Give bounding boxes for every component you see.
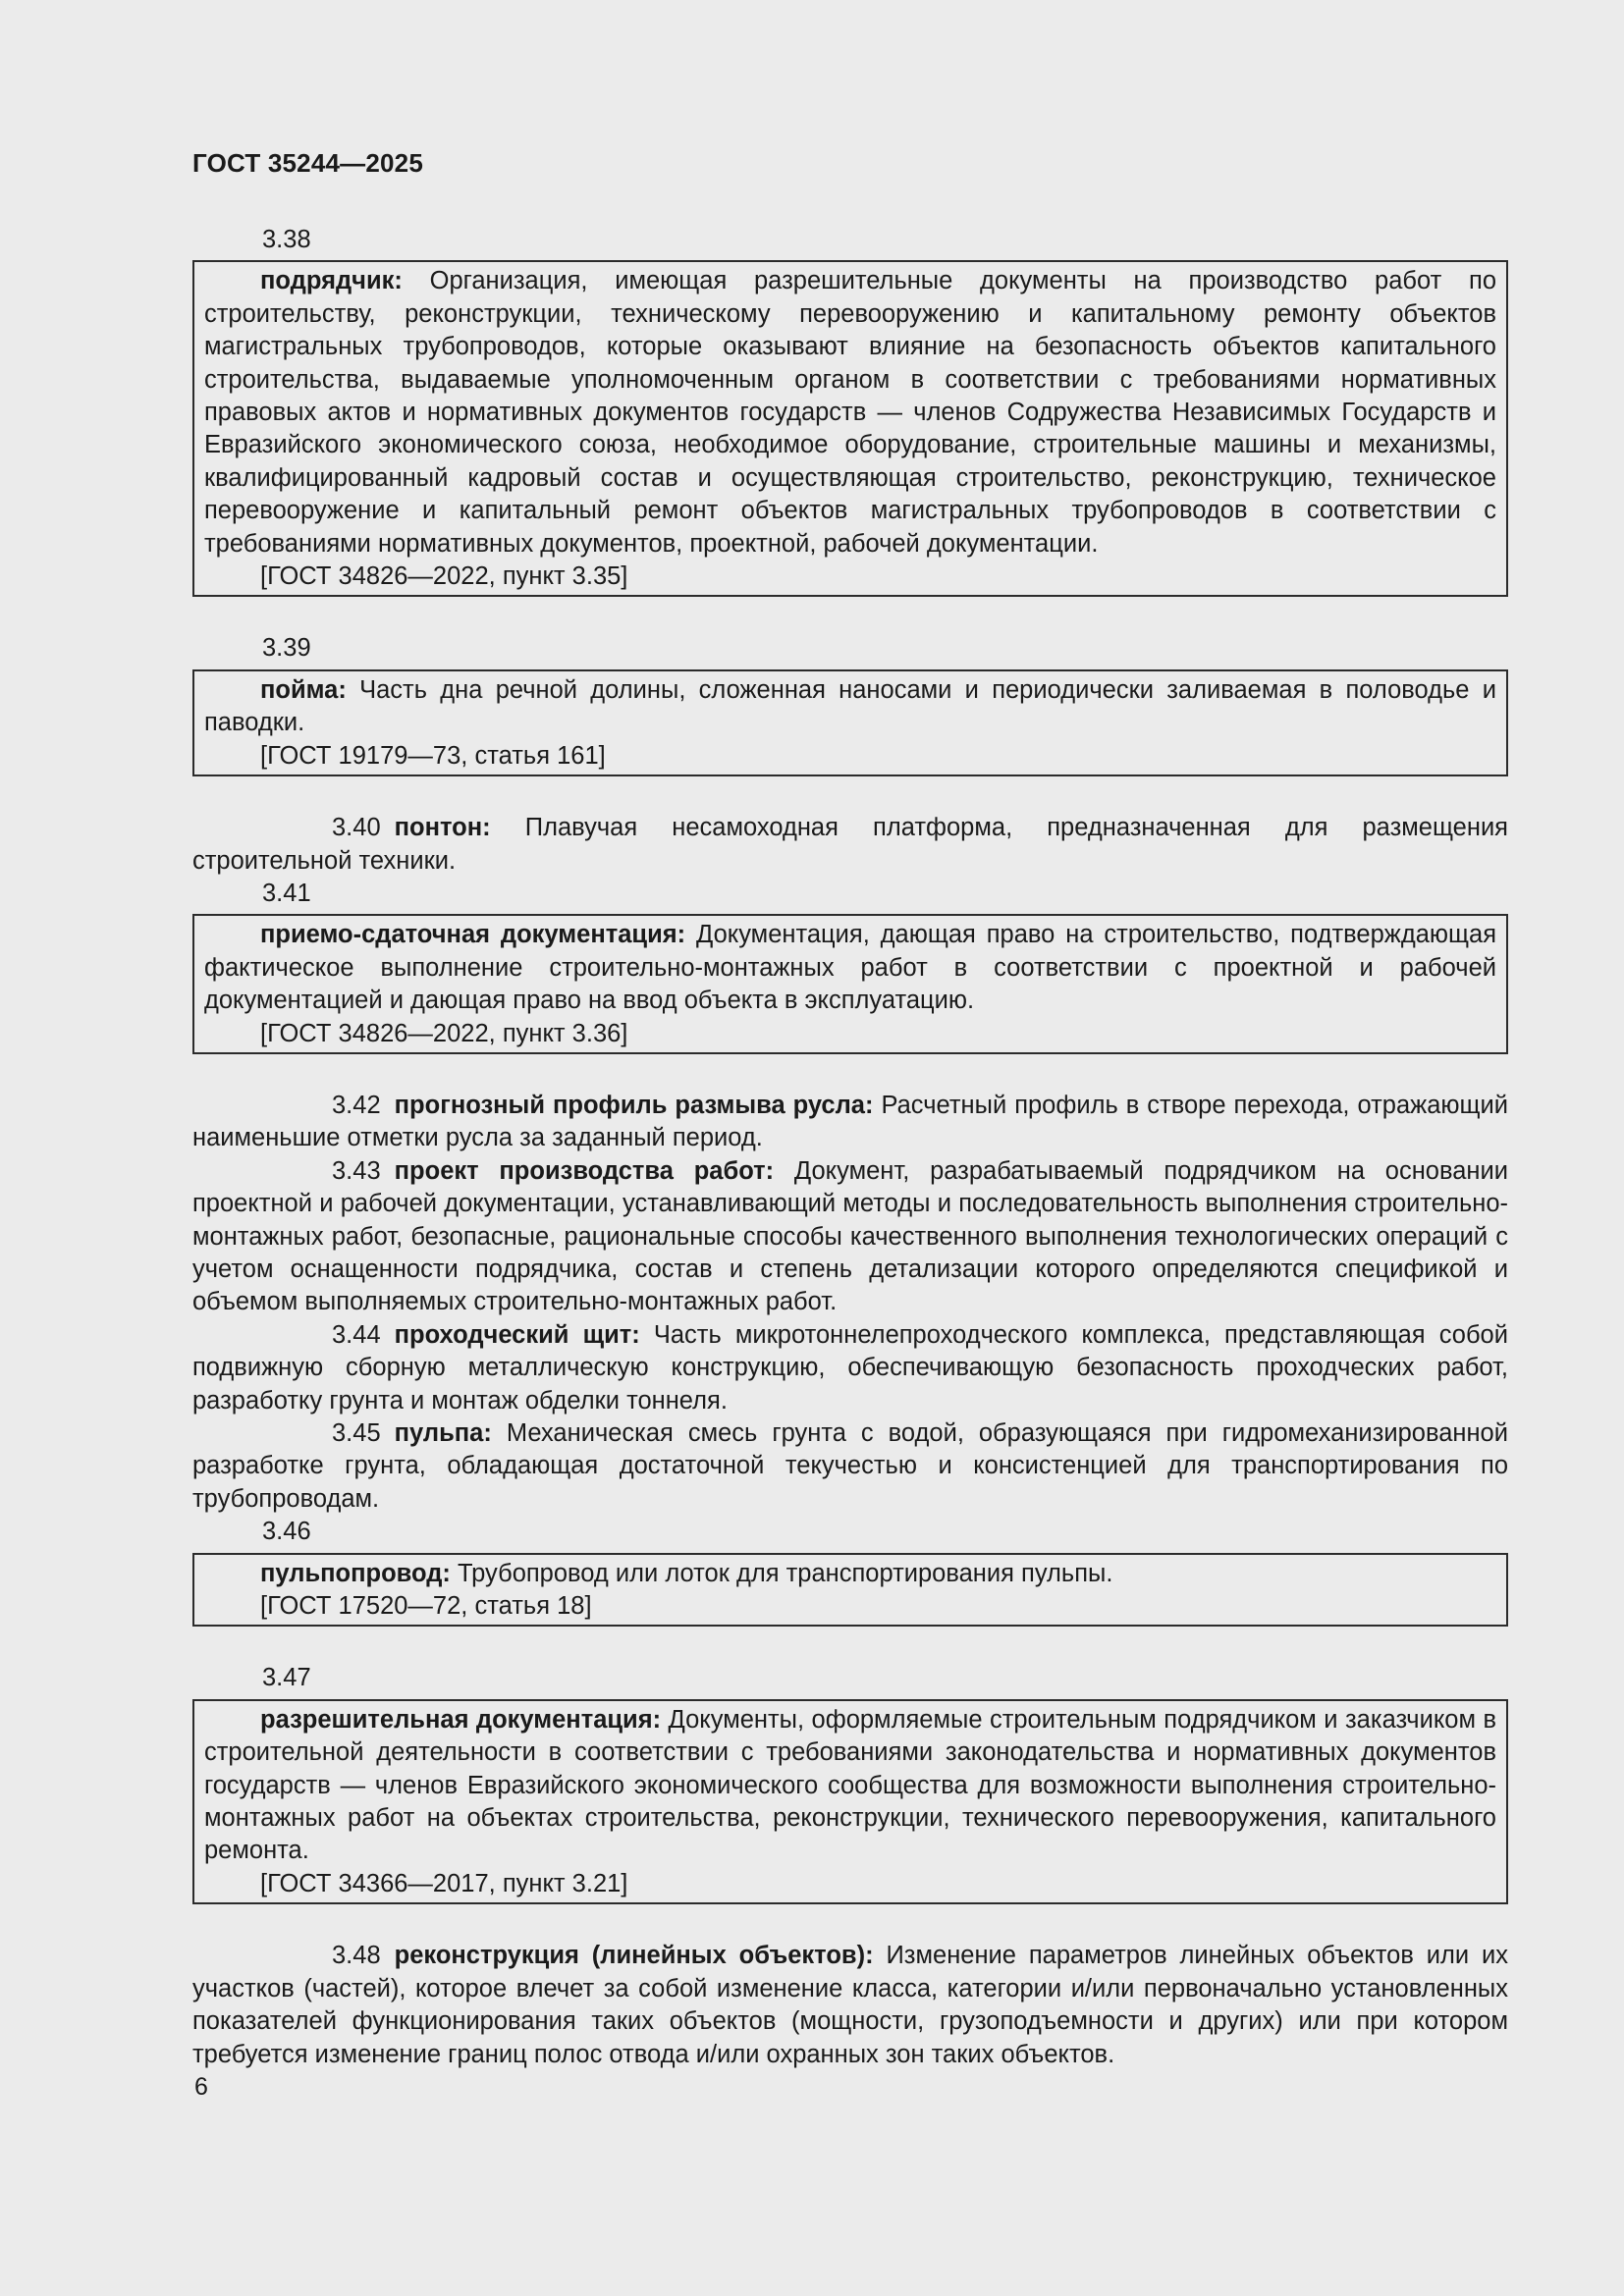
- entry-3-39: [192, 632, 1508, 776]
- entry-3-45: [192, 1417, 1508, 1516]
- source-reference: [ГОСТ 17520—72, статья 18]: [260, 1592, 592, 1621]
- entry-number: 3.46: [262, 1518, 311, 1546]
- term: реконструкция (линейных объектов):: [394, 1942, 874, 1970]
- term: проходческий щит:: [394, 1320, 640, 1349]
- term: проект производства работ:: [394, 1156, 775, 1185]
- entry-number: 3.42: [332, 1091, 381, 1119]
- entry-3-38: [192, 224, 1508, 597]
- definition-text: [204, 1558, 1496, 1590]
- entry-number: 3.47: [262, 1664, 311, 1692]
- entry-number: 3.41: [262, 879, 311, 907]
- term: пульпа:: [394, 1419, 492, 1447]
- term: приемо-сдаточная документация:: [260, 921, 686, 949]
- definition-box: [192, 914, 1508, 1054]
- page-number: 6: [194, 2073, 208, 2101]
- definition: Плавучая несамоходная платформа, предназначенная для размещения строительной техники.: [192, 814, 1508, 875]
- entry-number: 3.39: [262, 634, 311, 663]
- term: прогнозный профиль размыва русла:: [394, 1091, 874, 1119]
- definition-text: [204, 265, 1496, 561]
- definition: Часть дна речной долины, сложенная наносами и периодически заливаемая в половодье и паводки.: [204, 675, 1496, 737]
- entry-3-42: [192, 1090, 1508, 1155]
- definition-text: [204, 1704, 1496, 1868]
- definition-text: [204, 919, 1496, 1017]
- source-reference: [ГОСТ 34826—2022, пункт 3.36]: [260, 1019, 628, 1047]
- definition-box: [192, 260, 1508, 597]
- entry-3-40: [192, 812, 1508, 878]
- definition: Документация, дающая право на строительство, подтверждающая фактическое выполнение строительно-монтажных работ в соответствии с проектной и рабочей документацией и дающая право на ввод объекта в эксплуатацию.: [204, 921, 1497, 1015]
- entry-3-43: [192, 1155, 1508, 1319]
- source-reference: [ГОСТ 19179—73, статья 161]: [260, 741, 606, 770]
- entry-3-47: [192, 1662, 1508, 1904]
- term: подрядчик:: [260, 267, 403, 295]
- entry-number: 3.43: [332, 1156, 381, 1185]
- entry-3-44: [192, 1319, 1508, 1417]
- entry-number: 3.48: [332, 1942, 381, 1970]
- definition-box: [192, 669, 1508, 776]
- entry-3-46: [192, 1516, 1508, 1627]
- term: пульпопровод:: [260, 1559, 451, 1587]
- term: разрешительная документация:: [260, 1705, 662, 1734]
- entry-number: 3.40: [332, 814, 381, 842]
- definition-box: [192, 1699, 1508, 1904]
- document-body: [192, 224, 1508, 2071]
- source-reference: [ГОСТ 34366—2017, пункт 3.21]: [260, 1869, 628, 1897]
- entry-number: 3.38: [262, 226, 311, 253]
- definition-box: [192, 1553, 1508, 1628]
- term: пойма:: [260, 675, 347, 704]
- entry-3-41: [192, 878, 1508, 1054]
- definition: Трубопровод или лоток для транспортирования пульпы.: [450, 1559, 1113, 1587]
- definition: Механическая смесь грунта с водой, образующаяся при гидромеханизированной разработке грунта, обладающая достаточной текучестью и консистенцией для транспортирования по трубопроводам.: [192, 1419, 1508, 1513]
- definition: Организация, имеющая разрешительные документы на производство работ по строительству, реконструкции, техническому перевооружению и капитальному ремонту объектов магистральных трубопроводов, которые оказывают влияние на безопасность объектов капитального строительства, выдаваемые уполномоченным органом в соответствии с требованиями нормативных правовых актов и нормативных документов государств — членов Содружества Независимых Государств и Евразийского экономического союза, необходимое оборудование, строительные машины и механизмы, квалифицированный кадровый состав и осуществляющая строительство, реконструкцию, техническое перевооружение и капитальный ремонт объектов магистральных трубопроводов в соответствии с требованиями нормативных документов, проектной, рабочей документации.: [204, 267, 1496, 558]
- entry-3-48: [192, 1940, 1508, 2071]
- entry-number: 3.45: [332, 1419, 381, 1447]
- entry-number: 3.44: [332, 1320, 381, 1349]
- source-reference: [ГОСТ 34826—2022, пункт 3.35]: [260, 562, 628, 591]
- definition: Документы, оформляемые строительным подрядчиком и заказчиком в строительной деятельности в соответствии с требованиями законодательства и нормативных документов государств — членов Евразийского экономического сообщества для возможности выполнения строительно-монтажных работ на объектах строительства, реконструкции, технического перевооружения, капитального ремонта.: [204, 1705, 1496, 1865]
- definition: Изменение параметров линейных объектов или их участков (частей), которое влечет за собой изменение класса, категории и/или первоначально установленных показателей функционирования таких объектов (мощности, грузоподъемности и других) или при котором требуется изменение границ полос отвода и/или охранных зон таких объектов.: [192, 1942, 1508, 2068]
- definition: Расчетный профиль в створе перехода, отражающий наименьшие отметки русла за заданный период.: [192, 1091, 1508, 1152]
- definition-text: [204, 674, 1496, 740]
- term: понтон:: [394, 814, 491, 842]
- definition: Часть микротоннелепроходческого комплекса, представляющая собой подвижную сборную металлическую конструкцию, обеспечивающую безопасность проходческих работ, разработку грунта и монтаж обделки тоннеля.: [192, 1320, 1508, 1415]
- page-header: ГОСТ 35244—2025: [192, 148, 423, 178]
- definition: Документ, разрабатываемый подрядчиком на основании проектной и рабочей документации, устанавливающий методы и последовательность выполнения строительно-монтажных работ, безопасные, рациональные способы качественного выполнения технологических операций с учетом оснащенности подрядчика, состав и степень детализации которого определяются спецификой и объемом выполняемых строительно-монтажных работ.: [192, 1156, 1508, 1316]
